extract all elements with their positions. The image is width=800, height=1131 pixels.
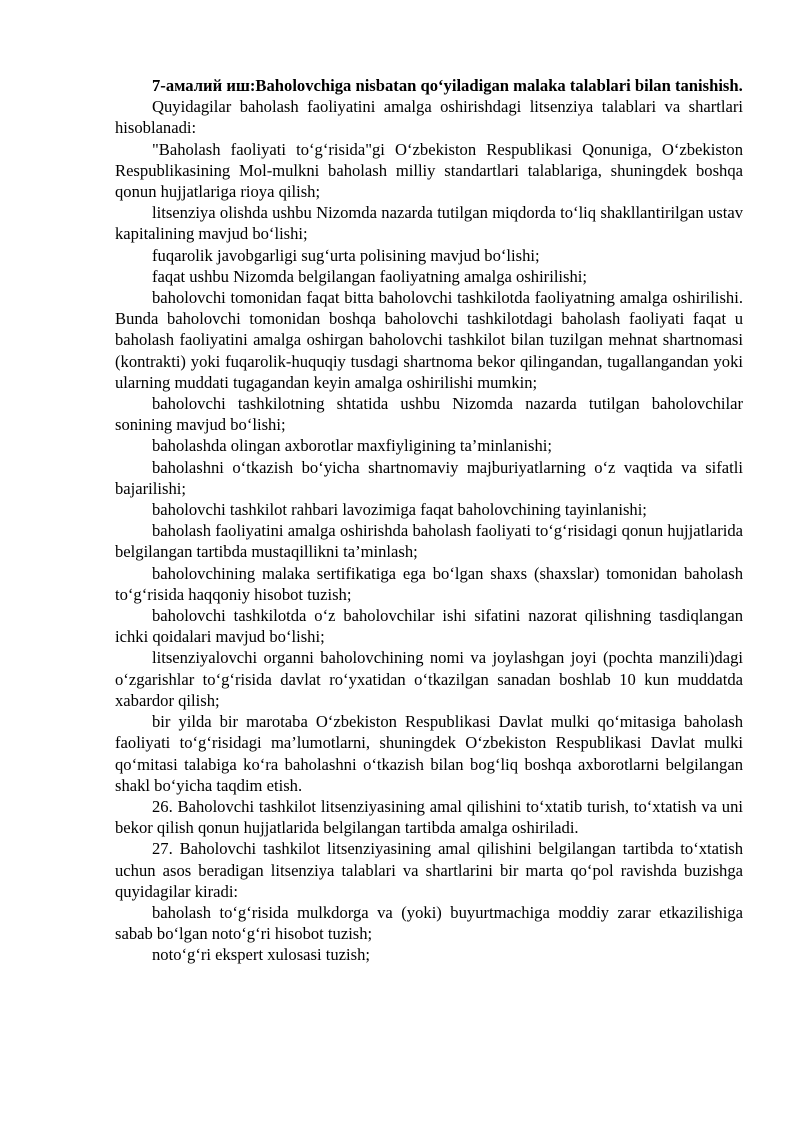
paragraph: baholovchi tomonidan faqat bitta baholovchi tashkilotda faoliyatning amalga oshirilishi. Bunda baholovchi tomonidan boshqa baholovchi tashkilotdagi baholash faoliyati faqat u baholash faoliyatini amalga oshirgan baholovchi tashkilot bilan tuzilgan mehnat shartnomasi (kontrakti) yoki fuqarolik-huquqiy tusdagi shartnoma bekor qilingandan, tugallangandan yoki ularning muddati tugagandan keyin amalga oshirilishi mumkin; — [115, 288, 743, 392]
paragraph: baholovchi tashkilotning shtatida ushbu Nizomda nazarda tutilgan baholovchilar sonining mavjud bo‘lishi; — [115, 394, 743, 435]
paragraph: bir yilda bir marotaba O‘zbekiston Respublikasi Davlat mulki qo‘mitasiga baholash faoliyati to‘g‘risidagi ma’lumotlarni, shuningdek O‘zbekiston Respublikasi Davlat mulki qo‘mitasi talabiga ko‘ra baholashni o‘tkazish bilan bog‘liq boshqa axborotlarni belgilangan shakl bo‘yicha taqdim etish. — [115, 712, 743, 795]
paragraph: baholovchining malaka sertifikatiga ega bo‘lgan shaxs (shaxslar) tomonidan baholash to‘g‘risida haqqoniy hisobot tuzish; — [115, 563, 743, 604]
paragraph: baholashda olingan axborotlar maxfiyligining ta’minlanishi; — [152, 436, 553, 456]
paragraph: 26. Baholovchi tashkilot litsenziyasining amal qilishini to‘xtatib turish, to‘xtatish va uni bekor qilish qonun hujjatlarida belgilangan tartibda amalga oshiriladi. — [115, 796, 743, 838]
paragraph: litsenziya olishda ushbu Nizomda nazarda tutilgan miqdorda to‘liq shakllantirilgan ustav kapitalining mavjud bo‘lishi; — [115, 203, 743, 244]
document-title: 7-амалий иш:Baholovchiga nisbatan qo‘yiladigan malaka talablari bilan tanishish. — [152, 76, 743, 95]
paragraph: Quyidagilar baholash faoliyatini amalga oshirishdagi litsenziya talablari va shartlari hisoblanadi: — [115, 97, 743, 138]
document-page — [115, 75, 743, 966]
paragraph: fuqarolik javobgarligi sug‘urta polisining mavjud bo‘lishi; — [152, 245, 540, 265]
paragraph: noto‘g‘ri ekspert xulosasi tuzish; — [152, 945, 370, 965]
paragraph: baholovchi tashkilotda o‘z baholovchilar ishi sifatini nazorat qilishning tasdiqlangan ichki qoidalari mavjud bo‘lishi; — [115, 606, 743, 647]
paragraph: 27. Baholovchi tashkilot litsenziyasining amal qilishini belgilangan tartibda to‘xtatish uchun asos beradigan litsenziya talablari va shartlarini bir marta qo‘pol ravishda buzishga quyidagilar kiradi: — [115, 839, 743, 901]
paragraph: faqat ushbu Nizomda belgilangan faoliyatning amalga oshirilishi; — [152, 266, 588, 286]
paragraph: litsenziyalovchi organni baholovchining nomi va joylashgan joyi (pochta manzili)dagi o‘zgarishlar to‘g‘risida davlat ro‘yxatidan o‘tkazilgan sanadan boshlab 10 kun muddatda xabardor qilish; — [115, 648, 743, 710]
paragraph: baholovchi tashkilot rahbari lavozimiga faqat baholovchining tayinlanishi; — [152, 500, 647, 520]
paragraph: baholash faoliyatini amalga oshirishda baholash faoliyati to‘g‘risidagi qonun hujjatlarida belgilangan tartibda mustaqillikni ta’minlash; — [115, 521, 743, 562]
paragraph: baholash to‘g‘risida mulkdorga va (yoki) buyurtmachiga moddiy zarar etkazilishiga sabab bo‘lgan noto‘g‘ri hisobot tuzish; — [115, 902, 743, 944]
paragraph: "Baholash faoliyati to‘g‘risida"gi O‘zbekiston Respublikasi Qonuniga, O‘zbekiston Respublikasining Mol-mulkni baholash milliy standartlari talablariga, shuningdek boshqa qonun hujjatlariga rioya qilish; — [115, 139, 743, 202]
paragraph: baholashni o‘tkazish bo‘yicha shartnomaviy majburiyatlarning o‘z vaqtida va sifatli bajarilishi; — [115, 457, 743, 498]
